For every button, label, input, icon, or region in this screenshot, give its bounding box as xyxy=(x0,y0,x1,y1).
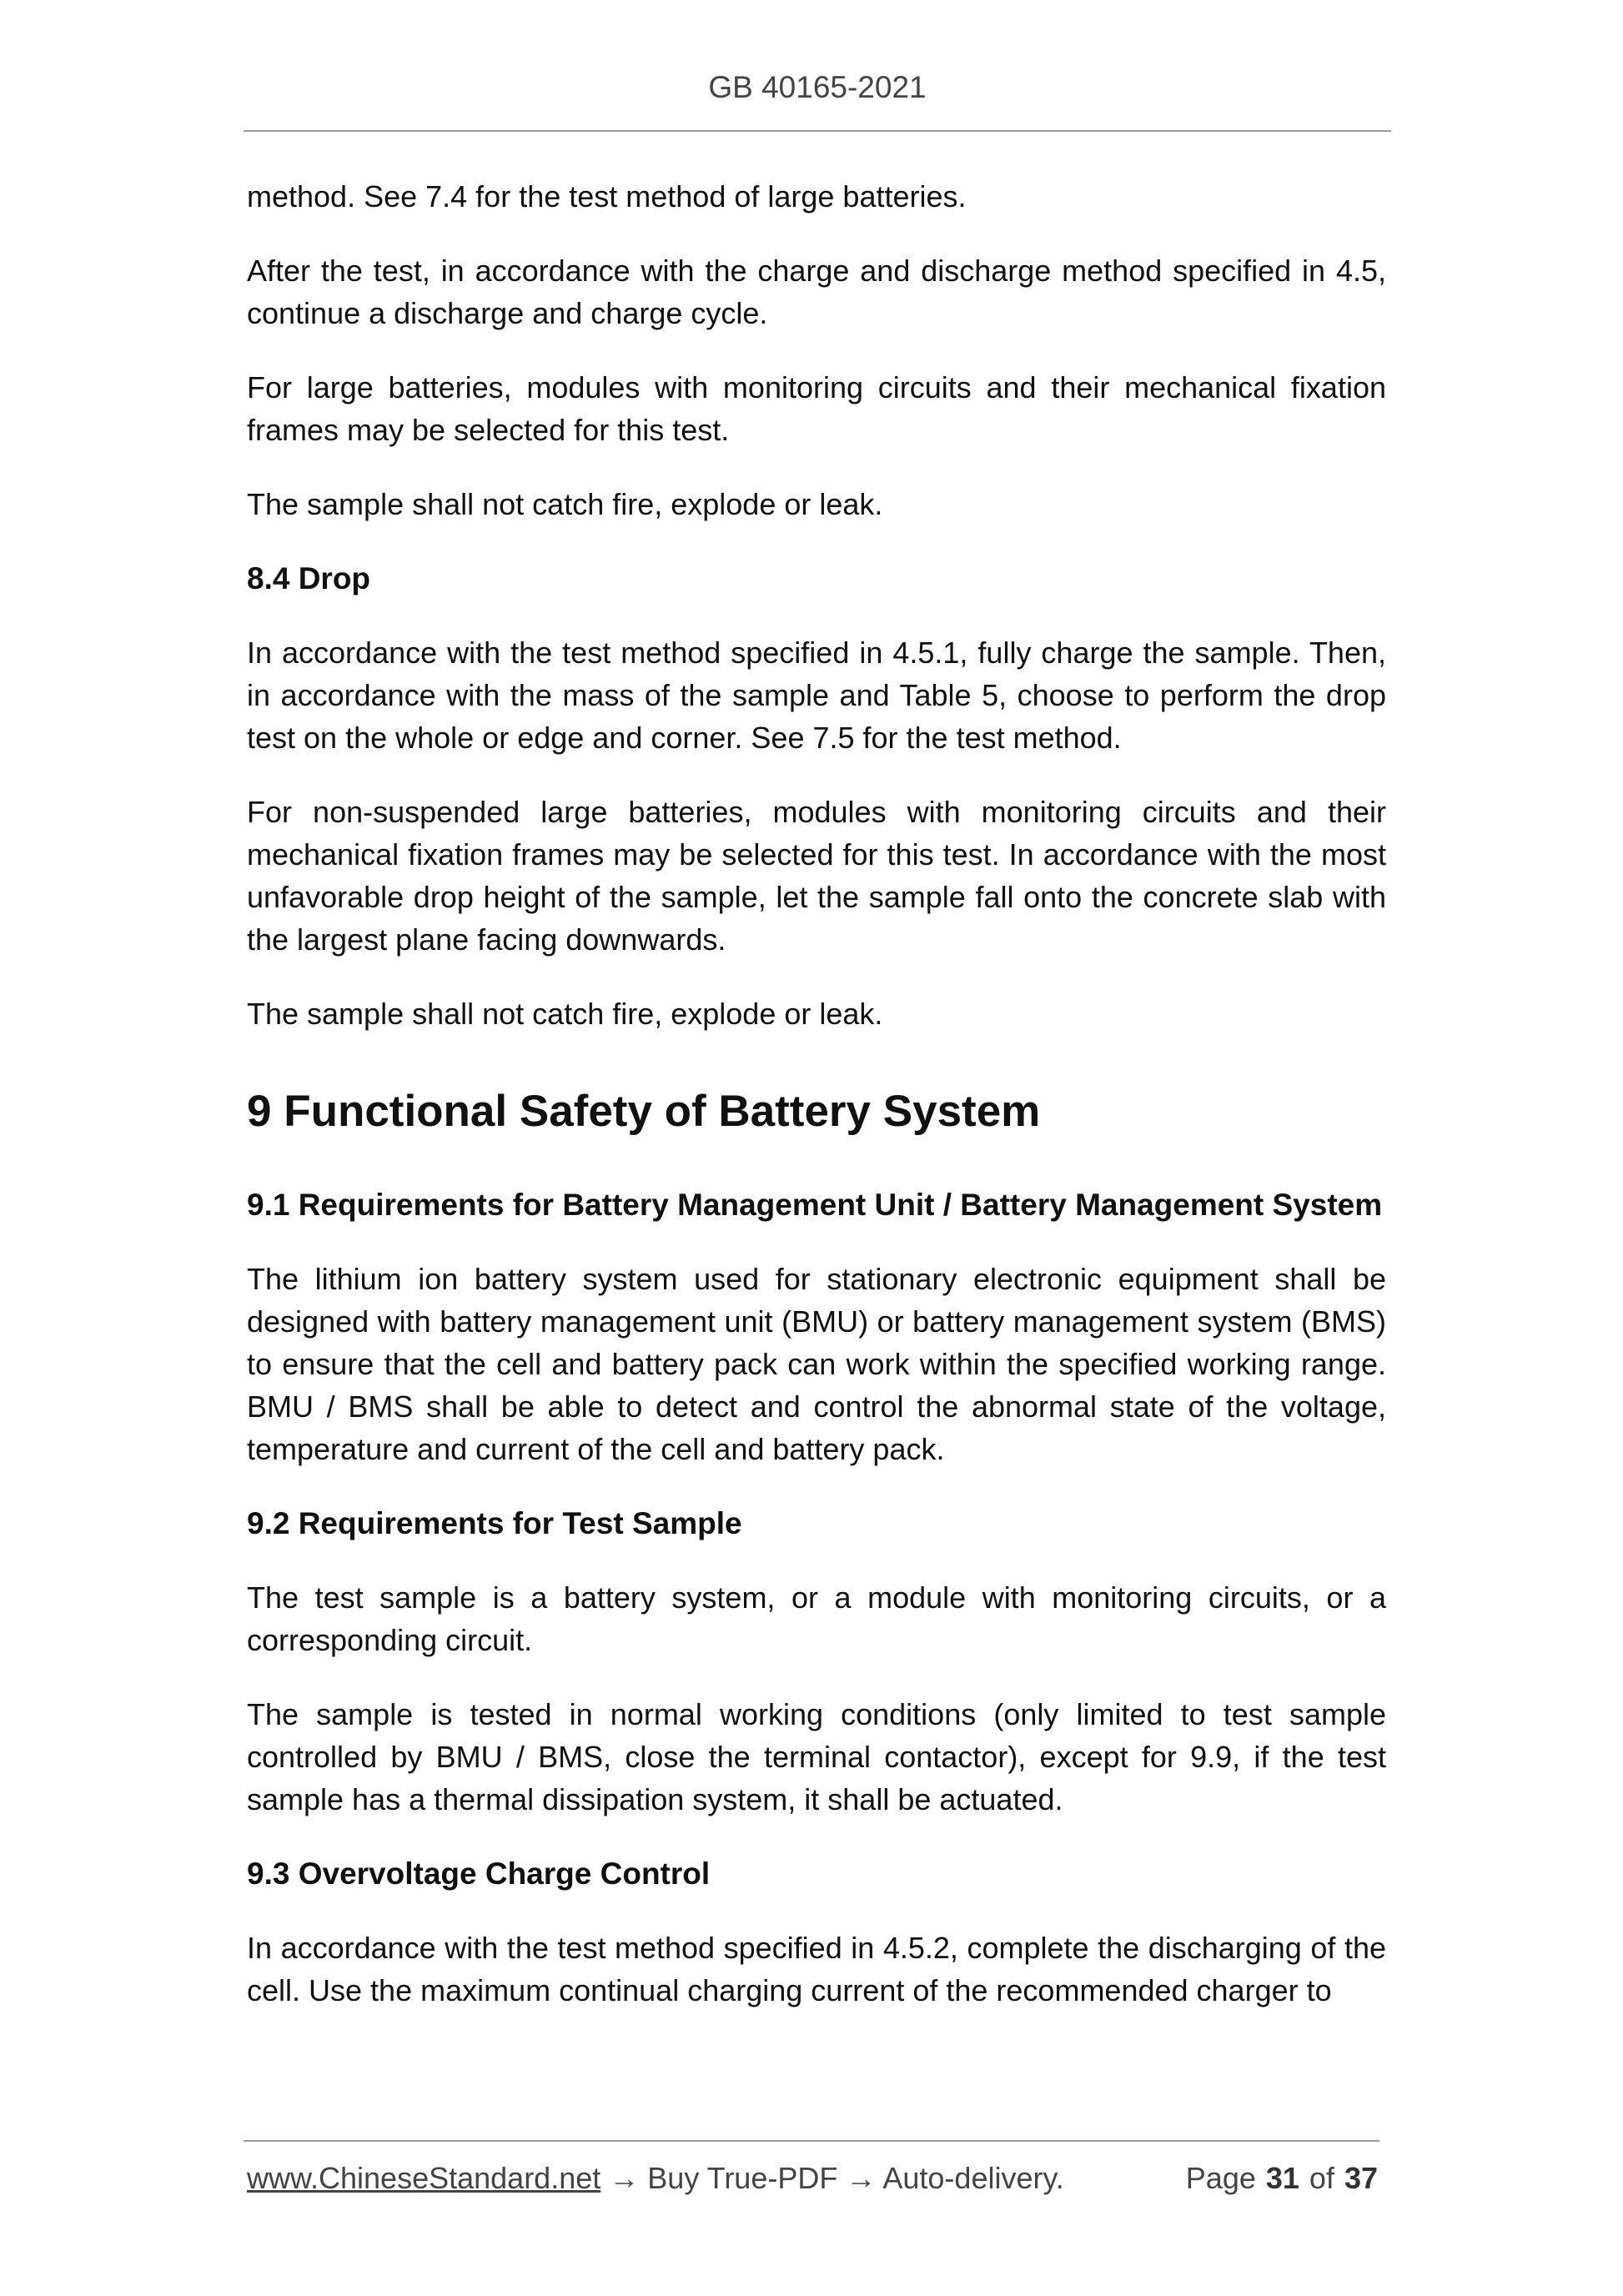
paragraph: The sample is tested in normal working conditions (only limited to test sample controlled by BMU / BMS, close the terminal contactor), except for 9.9, if the test sample has a thermal dissipation system, it shall be actuated. xyxy=(247,1697,1386,1816)
page-indicator xyxy=(1186,2163,1378,2193)
paragraph: The lithium ion battery system used for stationary electronic equipment shall be designed with battery management unit (BMU) or battery management system (BMS) to ensure that the cell and battery pack can work within the specified working range. BMU / BMS shall be able to detect and control the abnormal state of the voltage, temperature and current of the cell and battery pack. xyxy=(247,1262,1386,1466)
of-label: of xyxy=(1309,2161,1334,2195)
section-heading-9-2: 9.2 Requirements for Test Sample xyxy=(247,1506,742,1540)
arrow-right-icon: → xyxy=(846,2161,877,2195)
footer-divider xyxy=(244,2140,1379,2142)
paragraph: The test sample is a battery system, or a module with monitoring circuits, or a corresponding circuit. xyxy=(247,1580,1386,1657)
section-heading-8-4: 8.4 Drop xyxy=(247,561,371,595)
paragraph: The sample shall not catch fire, explode or leak. xyxy=(247,487,883,521)
page-content xyxy=(247,175,1386,2043)
site-link[interactable]: www.ChineseStandard.net xyxy=(247,2161,601,2195)
paragraph: The sample shall not catch fire, explode or leak. xyxy=(247,997,883,1031)
buy-true-pdf-text: Buy True-PDF xyxy=(647,2161,838,2195)
paragraph: For large batteries, modules with monitoring circuits and their mechanical fixation frames may be selected for this test. xyxy=(247,370,1386,447)
paragraph: In accordance with the test method specified in 4.5.1, fully charge the sample. Then, in accordance with the mass of the sample and Table 5, choose to perform the drop test on the whole or edge and corner. See 7.5 for the test method. xyxy=(247,636,1386,755)
auto-delivery-text: Auto-delivery. xyxy=(882,2161,1064,2195)
total-page-number: 37 xyxy=(1344,2161,1378,2195)
paragraph: For non-suspended large batteries, modules with monitoring circuits and their mechanical fixation frames may be selected for this test. In accordance with the most unfavorable drop height of the sample, let the sample fall onto the concrete slab with the largest plane facing downwards. xyxy=(247,795,1386,957)
section-heading-9-3: 9.3 Overvoltage Charge Control xyxy=(247,1856,711,1891)
section-heading-9-1: 9.1 Requirements for Battery Management Unit / Battery Management System xyxy=(247,1188,1383,1222)
paragraph: In accordance with the test method specified in 4.5.2, complete the discharging of the cell. Use the maximum continual charging current of the recommended charger to xyxy=(247,1931,1386,2007)
paragraph: method. See 7.4 for the test method of large batteries. xyxy=(247,179,967,214)
document-number-header: GB 40165-2021 xyxy=(708,70,927,104)
header-divider xyxy=(244,130,1391,132)
current-page-number: 31 xyxy=(1265,2161,1299,2195)
paragraph: After the test, in accordance with the charge and discharge method specified in 4.5, continue a discharge and charge cycle. xyxy=(247,254,1386,330)
page-label: Page xyxy=(1185,2161,1256,2195)
arrow-right-icon: → xyxy=(609,2161,640,2195)
footer-promo xyxy=(247,2163,1064,2193)
chapter-heading-9: 9 Functional Safety of Battery System xyxy=(247,1087,1041,1136)
